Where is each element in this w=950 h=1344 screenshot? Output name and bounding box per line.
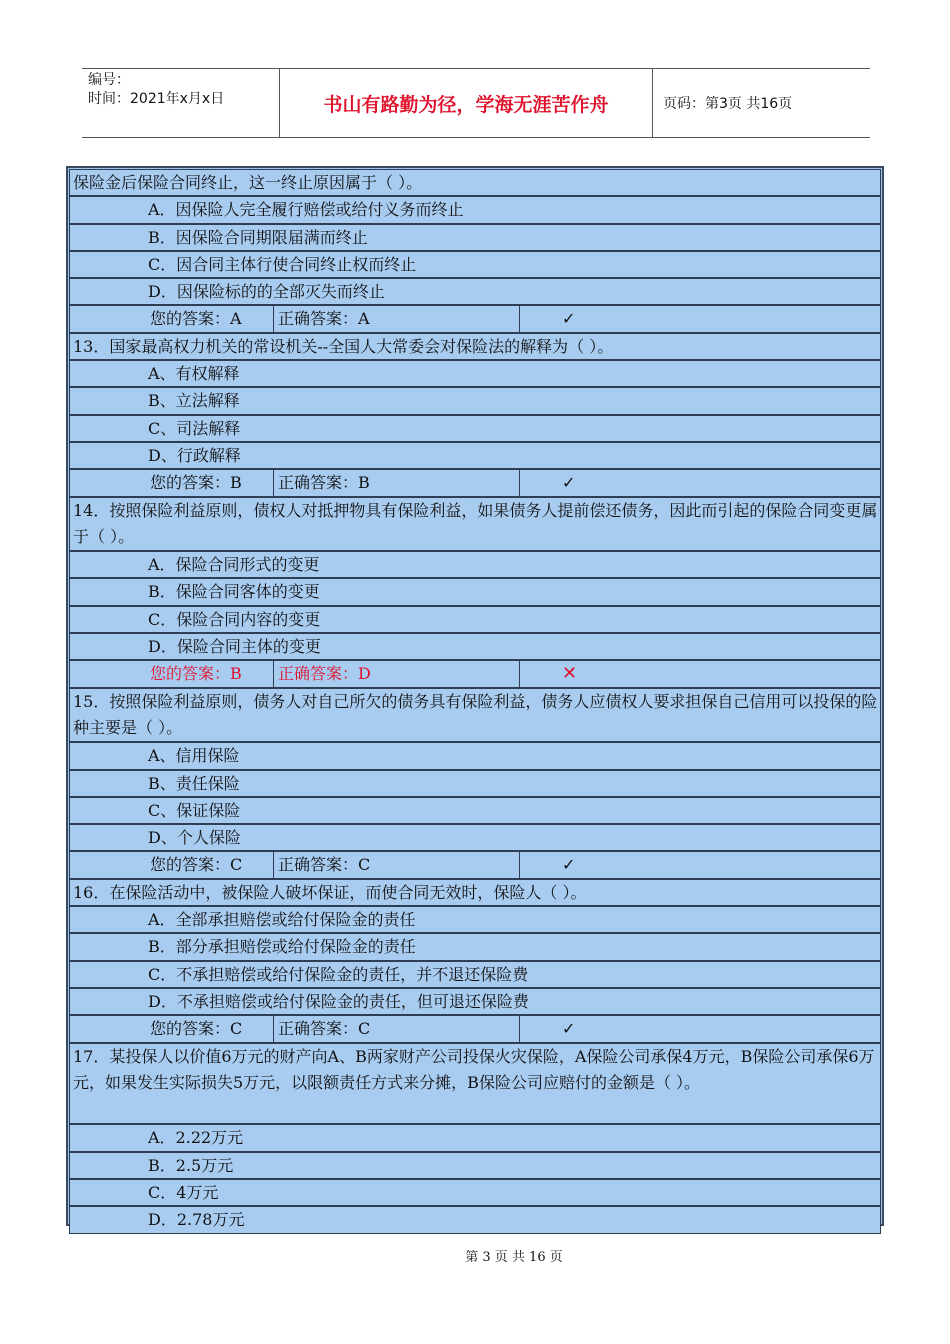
question-stem: 13．国家最高权力机关的常设机关--全国人大常委会对保险法的解释为（ ）。 bbox=[69, 333, 881, 360]
question-stem: 14．按照保险利益原则，债权人对抵押物具有保险利益，如果债务人提前偿还债务，因此而引起的保险合同变更属于（ ）。 bbox=[69, 497, 881, 552]
your-answer: 您的答案：A bbox=[70, 306, 274, 331]
quiz-table bbox=[66, 166, 884, 1230]
option-d: D、行政解释 bbox=[69, 442, 881, 469]
page-info: 页码：第3页 共16页 bbox=[663, 96, 793, 112]
option-b: B．因保险合同期限届满而终止 bbox=[69, 224, 881, 251]
question-stem: 16．在保险活动中，被保险人破坏保证，而使合同无效时，保险人（ ）。 bbox=[69, 879, 881, 906]
your-answer: 您的答案：C bbox=[70, 1016, 274, 1041]
your-answer: 您的答案：C bbox=[70, 852, 274, 877]
option-b: B．保险合同客体的变更 bbox=[69, 578, 881, 605]
time-label: 时间：2021年x月x日 bbox=[88, 91, 225, 107]
option-c: C、保证保险 bbox=[69, 797, 881, 824]
page-header bbox=[82, 68, 870, 138]
correct-answer: 正确答案：A bbox=[274, 306, 520, 331]
option-a: A．保险合同形式的变更 bbox=[69, 551, 881, 578]
option-b: B、责任保险 bbox=[69, 770, 881, 797]
answer-row bbox=[69, 469, 881, 496]
correct-answer: 正确答案：C bbox=[274, 852, 520, 877]
option-c: C．保险合同内容的变更 bbox=[69, 606, 881, 633]
answer-row bbox=[69, 851, 881, 878]
header-meta bbox=[82, 69, 280, 137]
page-footer bbox=[0, 1246, 950, 1265]
correct-answer: 正确答案：C bbox=[274, 1016, 520, 1041]
your-answer: 您的答案：B bbox=[70, 661, 274, 686]
serial-label: 编号： bbox=[88, 72, 130, 88]
cross-icon: ✕ bbox=[562, 663, 578, 685]
correct-answer: 正确答案：B bbox=[274, 470, 520, 495]
option-a: A、有权解释 bbox=[69, 360, 881, 387]
option-c: C．4万元 bbox=[69, 1179, 881, 1206]
check-icon: ✓ bbox=[562, 309, 576, 329]
option-a: A、信用保险 bbox=[69, 742, 881, 769]
question-stem: 15．按照保险利益原则，债务人对自己所欠的债务具有保险利益，债务人应债权人要求担保自己信用可以投保的险种主要是（ ）。 bbox=[69, 688, 881, 743]
option-b: B．部分承担赔偿或给付保险金的责任 bbox=[69, 933, 881, 960]
check-icon: ✓ bbox=[562, 473, 576, 493]
option-d: D．不承担赔偿或给付保险金的责任，但可退还保险费 bbox=[69, 988, 881, 1015]
answer-row bbox=[69, 1015, 881, 1042]
option-a: A．因保险人完全履行赔偿或给付义务而终止 bbox=[69, 196, 881, 223]
motto: 书山有路勤为径，学海无涯苦作舟 bbox=[280, 69, 653, 137]
check-icon: ✓ bbox=[562, 1019, 576, 1039]
option-c: C．不承担赔偿或给付保险金的责任，并不退还保险费 bbox=[69, 961, 881, 988]
footer-page-number: 第 3 页 共 16 页 bbox=[465, 1250, 563, 1265]
correct-answer: 正确答案：D bbox=[274, 661, 520, 686]
option-a: A．全部承担赔偿或给付保险金的责任 bbox=[69, 906, 881, 933]
option-a: A．2.22万元 bbox=[69, 1124, 881, 1151]
option-b: B、立法解释 bbox=[69, 387, 881, 414]
answer-row bbox=[69, 660, 881, 687]
option-c: C、司法解释 bbox=[69, 415, 881, 442]
your-answer: 您的答案：B bbox=[70, 470, 274, 495]
question-stem: 保险金后保险合同终止，这一终止原因属于（ ）。 bbox=[69, 169, 881, 196]
option-d: D．因保险标的的全部灭失而终止 bbox=[69, 278, 881, 305]
check-icon: ✓ bbox=[562, 855, 576, 875]
question-stem: 17．某投保人以价值6万元的财产向A、B两家财产公司投保火灾保险，A保险公司承保4万元，B保险公司承保6万元，如果发生实际损失5万元，以限额责任方式来分摊，B保险公司应赔付的金额是（ ）。 bbox=[69, 1043, 881, 1125]
option-b: B．2.5万元 bbox=[69, 1152, 881, 1179]
option-d: D．2.78万元 bbox=[69, 1206, 881, 1233]
option-d: D．保险合同主体的变更 bbox=[69, 633, 881, 660]
answer-row bbox=[69, 305, 881, 332]
option-d: D、个人保险 bbox=[69, 824, 881, 851]
option-c: C．因合同主体行使合同终止权而终止 bbox=[69, 251, 881, 278]
